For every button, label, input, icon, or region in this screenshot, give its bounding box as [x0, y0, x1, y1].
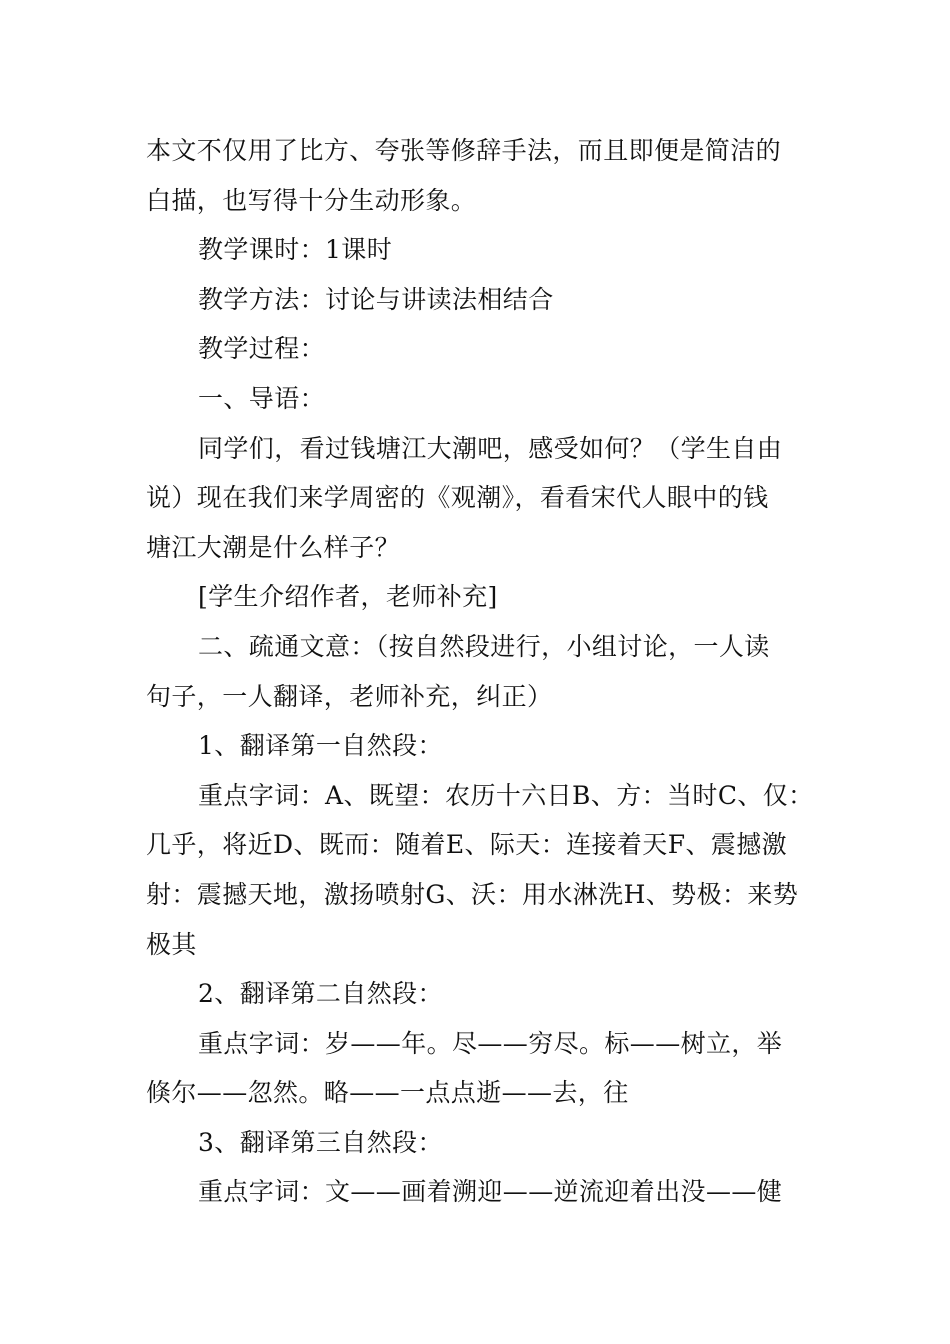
section-heading: 二、疏通文意：（按自然段进行，小组讨论，一人读 [198, 631, 770, 661]
section-heading: 一、导语： [198, 383, 326, 413]
text-line: 倏尔——忽然。略——一点点逝——去，往 [146, 1078, 629, 1108]
text-line: 重点字词：文——画着溯迎——逆流迎着出没——健 [198, 1177, 783, 1207]
text-line: 塘江大潮是什么样子？ [146, 532, 401, 562]
text-line: [学生介绍作者，老师补充] [198, 582, 498, 612]
text-line: 极其 [146, 929, 197, 959]
text-line: 教学方法：讨论与讲读法相结合 [198, 284, 554, 314]
subsection-heading: 2、翻译第二自然段： [198, 979, 443, 1009]
text-line: 几乎，将近D、既而：随着E、际天：连接着天F、震撼激 [146, 830, 788, 860]
subsection-heading: 1、翻译第一自然段： [198, 731, 443, 761]
text-line: 重点字词：A、既望：农历十六日B、方：当时C、仅： [198, 780, 814, 810]
text-line: 同学们，看过钱塘江大潮吧，感受如何？（学生自由 [198, 433, 783, 463]
text-line: 本文不仅用了比方、夸张等修辞手法，而且即便是简洁的 [146, 136, 782, 165]
text-line: 教学过程： [198, 334, 326, 364]
text-line: 教学课时：1课时 [198, 235, 393, 265]
text-line: 说）现在我们来学周密的《观潮》，看看宋代人眼中的钱 [146, 483, 769, 513]
text-line: 射：震撼天地，激扬喷射G、沃：用水淋洗H、势极：来势 [146, 879, 799, 909]
text-line: 重点字词：岁——年。尽——穷尽。标——树立，举 [198, 1028, 783, 1058]
text-line: 白描，也写得十分生动形象。 [146, 185, 477, 215]
subsection-heading: 3、翻译第三自然段： [198, 1127, 443, 1157]
document-page [146, 126, 814, 1217]
text-line: 句子，一人翻译，老师补充，纠正） [146, 681, 553, 711]
